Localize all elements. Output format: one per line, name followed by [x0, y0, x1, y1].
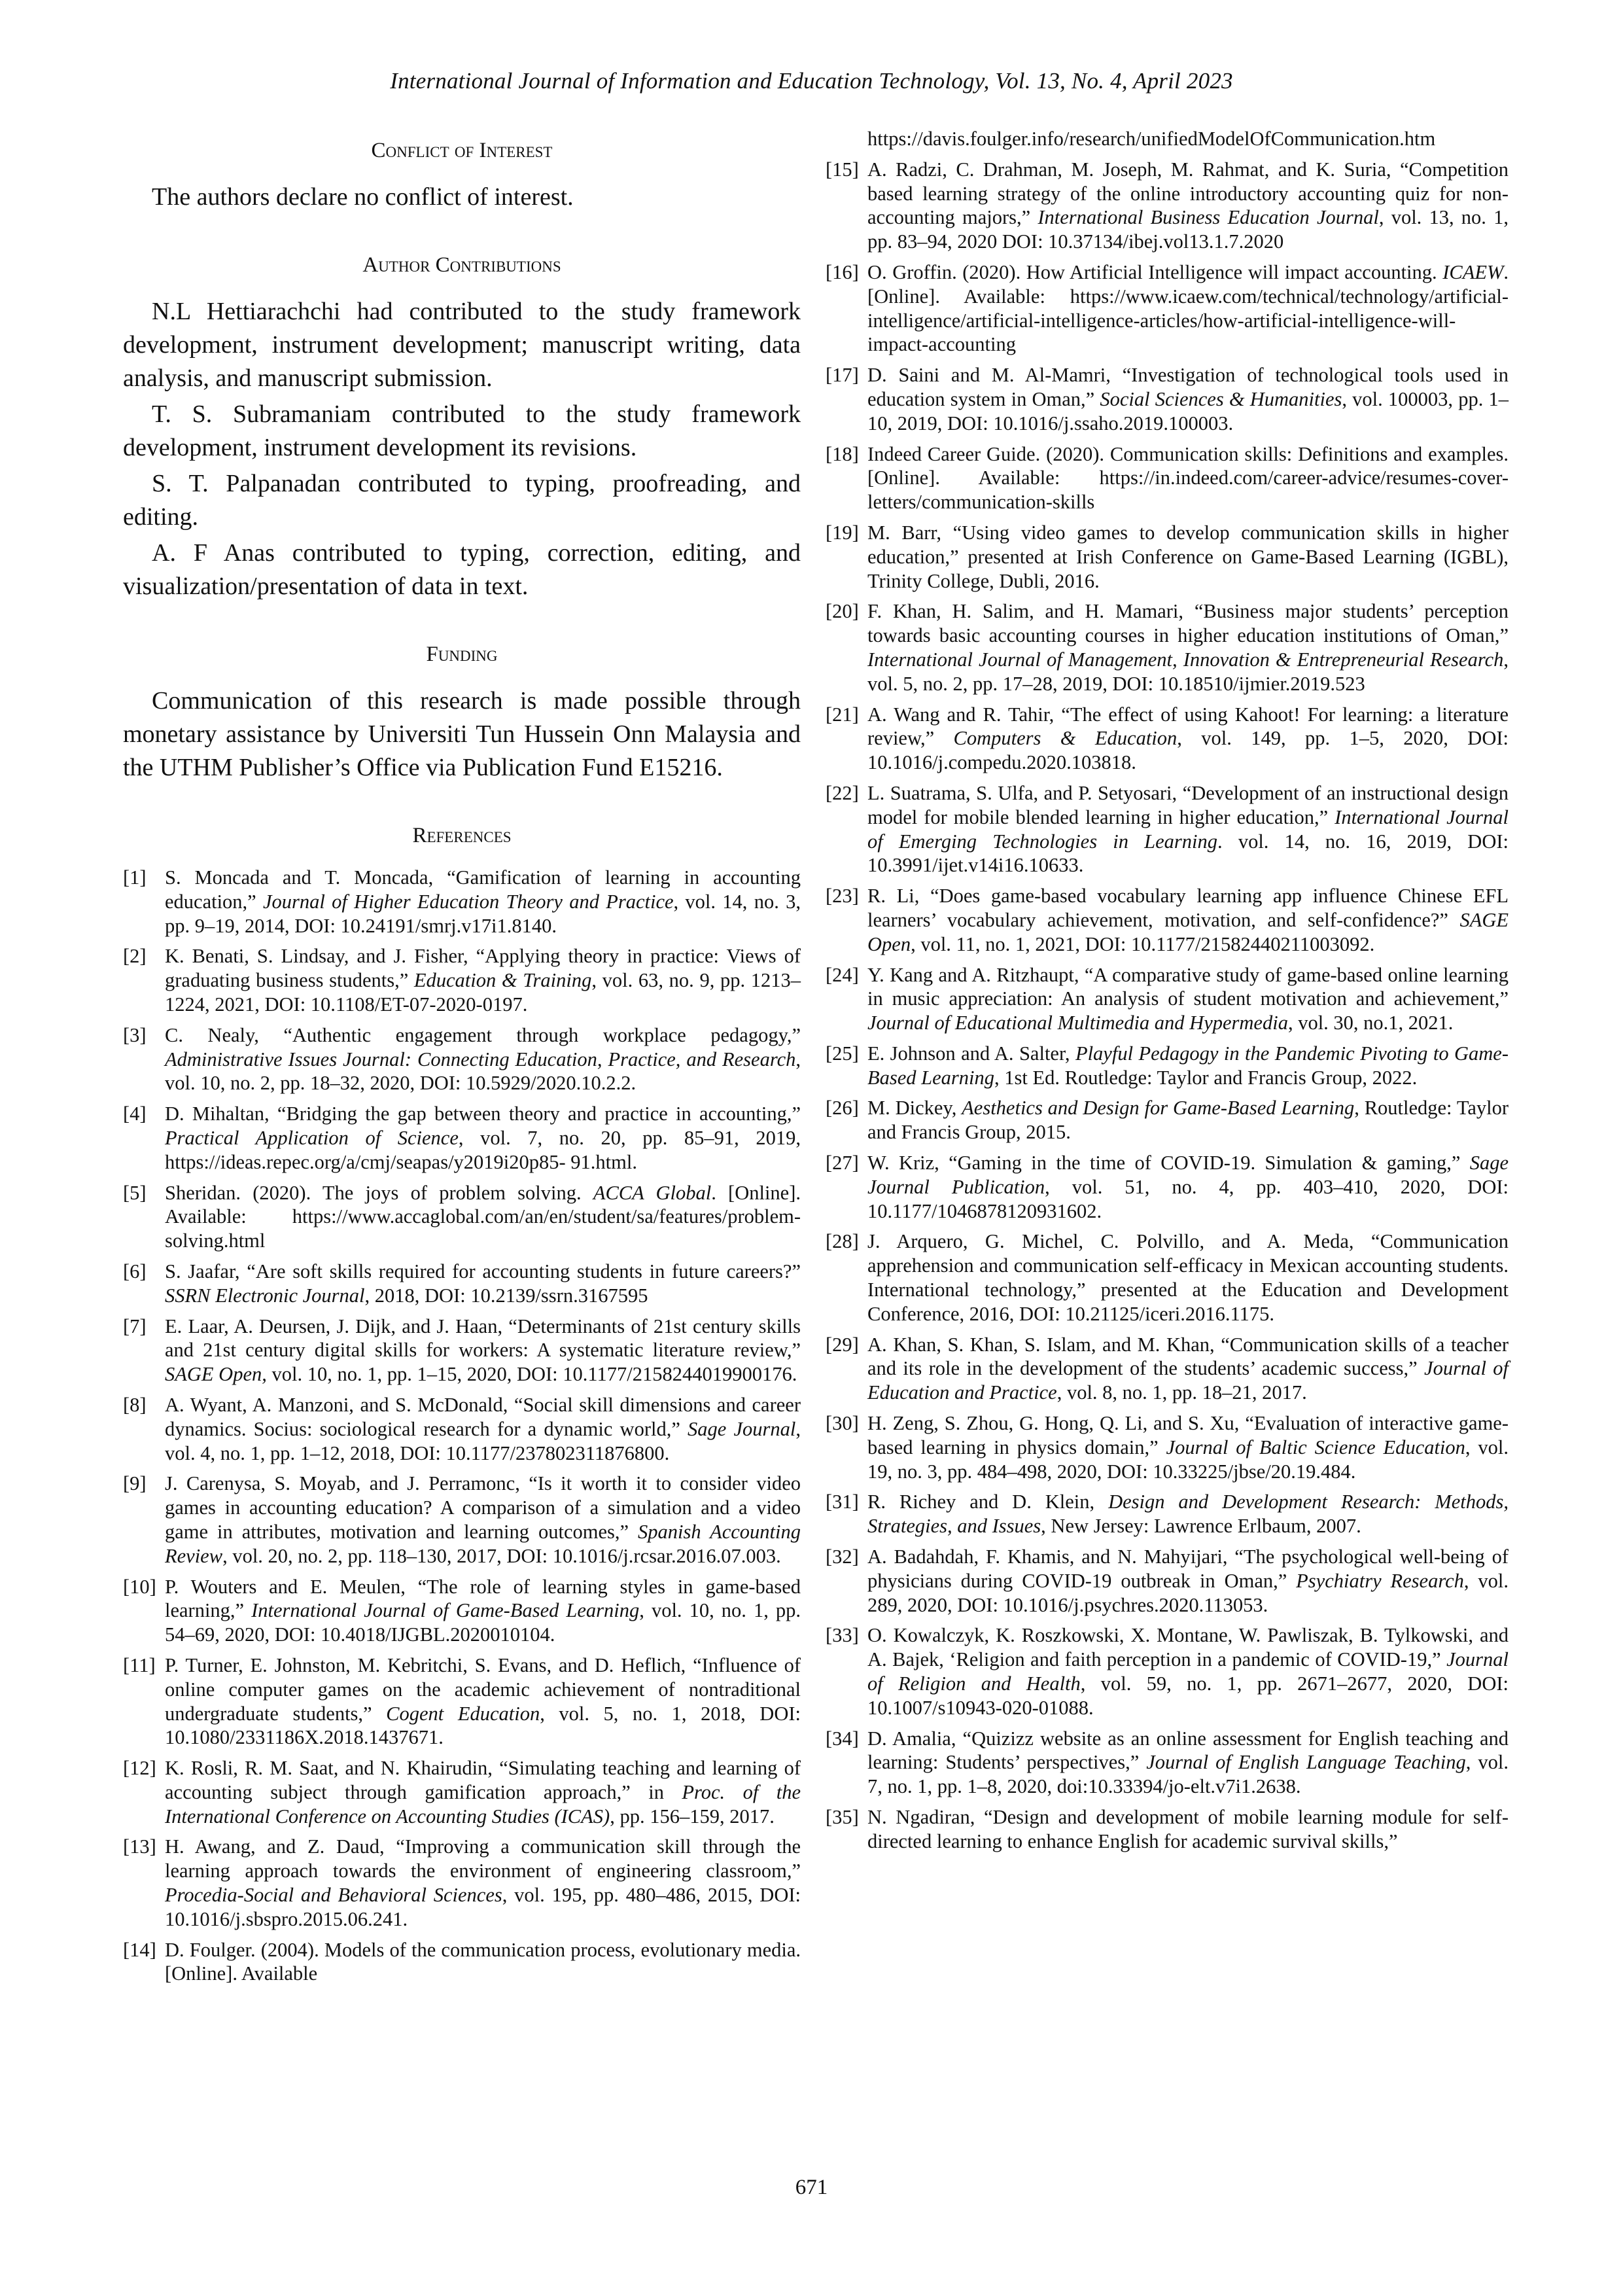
reference-source-title: Social Sciences & Humanities	[1100, 387, 1342, 410]
reference-source-title: International Journal of Game-Based Learning	[251, 1599, 640, 1622]
reference-number: [19]	[826, 521, 859, 544]
reference-item	[826, 521, 1509, 593]
reference-item	[123, 866, 801, 938]
reference-text-part: J. Arquero, G. Michel, C. Polvillo, and A. Meda, “Communication apprehension and communication self-efficacy in Mexican accounting students. International technology,” presented at the Education and Development Conference, 2016, DOI: 10.21125/iceri.2016.1175.	[867, 1230, 1509, 1325]
conflict-heading: Conflict of Interest	[371, 139, 553, 162]
reference-text-part: , 2018, DOI: 10.2139/ssrn.3167595	[364, 1284, 648, 1307]
reference-text	[867, 1545, 1509, 1617]
funding-heading: Funding	[426, 643, 498, 666]
reference-item	[826, 363, 1509, 435]
reference-source-title: Sage Journal Publication	[867, 1152, 1509, 1198]
reference-text	[867, 1623, 1509, 1720]
reference-item	[123, 1393, 801, 1465]
reference-text	[165, 1181, 801, 1253]
reference-source-title: Procedia-Social and Behavioral Sciences	[165, 1884, 502, 1907]
reference-source-title: Sage Journal	[688, 1417, 796, 1440]
contribution-paragraph: T. S. Subramaniam contributed to the study framework development, instrument development its revisions.	[123, 400, 801, 461]
reference-item	[123, 1938, 801, 1987]
reference-text-part: A. Khan, S. Khan, S. Islam, and M. Khan, “Communication skills of a teacher and its role in the development of the students’ academic success,”	[867, 1333, 1509, 1380]
reference-text	[165, 1472, 801, 1568]
reference-text-part: . [Online]. Available: https://www.icaew.com/technical/technology/artificial-intelligence/artificial-intelligence-articles/how-artificial-intelligence-will-impact-accounting	[867, 260, 1509, 356]
reference-number: [30]	[826, 1412, 859, 1435]
reference-text-part: S. Moncada and T. Moncada, “Gamification of learning in accounting education,”	[165, 866, 801, 913]
reference-text-part: , vol. 10, no. 1, pp. 54–69, 2020, DOI: 10.4018/IJGBL.2020010104.	[165, 1599, 801, 1646]
reference-text-part: Indeed Career Guide. (2020). Communication skills: Definitions and examples. [Online]. Available: https://in.indeed.com/career-advice/resumes-cover-letters/communication-skills	[867, 442, 1509, 514]
reference-item	[123, 1472, 801, 1568]
reference-text-part: , vol. 10, no. 2, pp. 18–32, 2020, DOI: 10.5929/2020.10.2.2.	[165, 1048, 801, 1095]
reference-number: [18]	[826, 442, 859, 465]
reference-number: [11]	[123, 1653, 156, 1676]
references-list-left	[123, 866, 801, 1986]
reference-number: [13]	[123, 1835, 156, 1858]
reference-text	[867, 963, 1509, 1035]
reference-item	[826, 703, 1509, 775]
reference-item	[826, 1545, 1509, 1617]
reference-text-part: , vol. 149, pp. 1–5, 2020, DOI: 10.1016/j.compedu.2020.103818.	[867, 727, 1509, 774]
reference-text-part: , vol. 59, no. 1, pp. 2671–2677, 2020, DOI: 10.1007/s10943-020-01088.	[867, 1672, 1509, 1719]
reference-text-part: , vol. 51, no. 4, pp. 403–410, 2020, DOI: 10.1177/1046878120931602.	[867, 1175, 1509, 1222]
reference-text	[867, 1042, 1509, 1090]
reference-source-title: Practical Application of Science	[165, 1126, 459, 1149]
reference-14-url: https://davis.foulger.info/research/unifiedModelOfCommunication.htm	[867, 128, 1436, 150]
reference-source-title: Journal of Higher Education Theory and Practice	[263, 890, 674, 913]
reference-item	[123, 1575, 801, 1647]
reference-text-part: P. Turner, E. Johnston, M. Kebritchi, S. Evans, and D. Heflich, “Influence of online computer games on the academic achievement of nontraditional undergraduate students,”	[165, 1653, 801, 1725]
reference-text-part: , vol. 100003, pp. 1–10, 2019, DOI: 10.1016/j.ssaho.2019.100003.	[867, 387, 1509, 434]
reference-source-title: International Journal of Emerging Technologies in Learning	[867, 805, 1509, 853]
reference-text	[867, 1411, 1509, 1483]
reference-number: [17]	[826, 364, 859, 387]
reference-text-part: , vol. 5, no. 1, 2018, DOI: 10.1080/2331186X.2018.1437671.	[165, 1702, 801, 1749]
reference-text	[867, 442, 1509, 514]
reference-number: [12]	[123, 1757, 156, 1780]
reference-number: [23]	[826, 885, 859, 908]
reference-text-part: W. Kriz, “Gaming in the time of COVID-19. Simulation & gaming,”	[867, 1152, 1470, 1174]
reference-text-part: . [Online]. Available: https://www.accaglobal.com/an/en/student/sa/features/problem-solving.html	[165, 1181, 801, 1252]
reference-text	[165, 866, 801, 938]
reference-text-part: K. Rosli, R. M. Saat, and N. Khairudin, “Simulating teaching and learning of accounting subject through gamification approach,” in	[165, 1757, 801, 1803]
reference-text-part: J. Carenysa, S. Moyab, and J. Perramonc, “Is it worth it to consider video games in accounting education? A comparison of a simulation and a video game in attributes, motivation and learning outcomes,”	[165, 1472, 801, 1543]
reference-text	[867, 1333, 1509, 1405]
reference-item	[123, 1181, 801, 1253]
reference-text	[867, 1727, 1509, 1799]
reference-item	[826, 1490, 1509, 1538]
reference-item	[826, 963, 1509, 1035]
reference-number: [5]	[123, 1181, 147, 1204]
reference-text-part: K. Benati, S. Lindsay, and J. Fisher, “Applying theory in practice: Views of graduating business students,”	[165, 945, 801, 992]
reference-item	[826, 1623, 1509, 1720]
reference-source-title: Education & Training	[413, 969, 592, 992]
reference-text-part: Sheridan. (2020). The joys of problem solving.	[165, 1181, 593, 1204]
reference-text	[867, 1151, 1509, 1223]
reference-number: [24]	[826, 963, 859, 986]
reference-text-part: C. Nealy, “Authentic engagement through workplace pedagogy,”	[165, 1023, 801, 1046]
reference-source-title: Cogent Education	[386, 1702, 540, 1725]
reference-source-title: Spanish Accounting Review	[165, 1520, 801, 1567]
reference-item	[826, 599, 1509, 696]
reference-number: [7]	[123, 1315, 147, 1337]
reference-number: [25]	[826, 1042, 859, 1065]
reference-text-part: M. Dickey,	[867, 1097, 962, 1120]
reference-text	[165, 1315, 801, 1386]
reference-text	[165, 1102, 801, 1174]
reference-text-part: E. Laar, A. Deursen, J. Dijk, and J. Haan, “Determinants of 21st century skills and 21st century digital skills for workers: A systematic literature review,”	[165, 1315, 801, 1362]
reference-number: [15]	[826, 158, 859, 181]
reference-item	[826, 1096, 1509, 1144]
reference-text	[165, 1260, 801, 1308]
reference-source-title: International Journal of Management, Innovation & Entrepreneurial Research	[867, 648, 1504, 671]
reference-item	[826, 884, 1509, 956]
reference-item	[826, 442, 1509, 514]
reference-source-title: Administrative Issues Journal: Connecting Education, Practice, and Research	[165, 1048, 796, 1070]
reference-text-part: , vol. 11, no. 1, 2021, DOI: 10.1177/21582440211003092.	[911, 932, 1375, 955]
reference-text-part: , vol. 7, no. 20, pp. 85–91, 2019, https://ideas.repec.org/a/cmj/seapas/y2019i20p85- 91.html.	[165, 1126, 801, 1173]
page-number: 671	[795, 2176, 828, 2199]
reference-text-part: , vol. 14, no. 3, pp. 9–19, 2014, DOI: 10.24191/smrj.v17i1.8140.	[165, 890, 801, 937]
reference-text	[165, 944, 801, 1016]
reference-number: [3]	[123, 1023, 147, 1046]
reference-source-title: Computers & Education	[953, 727, 1178, 750]
reference-source-title: Journal of Education and Practice	[867, 1357, 1509, 1404]
reference-text-part: , vol. 8, no. 1, pp. 18–21, 2017.	[1056, 1381, 1307, 1404]
reference-text-part: M. Barr, “Using video games to develop communication skills in higher education,” presented at Irish Conference on Game-Based Learning (IGBL), Trinity College, Dubli, 2016.	[867, 521, 1509, 592]
reference-text-part: A. Wyant, A. Manzoni, and S. McDonald, “Social skill dimensions and career dynamics. Socius: sociological research for a dynamic world,”	[165, 1393, 801, 1440]
reference-text	[867, 521, 1509, 593]
reference-item	[826, 1229, 1509, 1326]
reference-text	[165, 1575, 801, 1647]
reference-text	[867, 260, 1509, 357]
reference-text-part: N. Ngadiran, “Design and development of mobile learning module for self-directed learning to enhance English for academic survival skills,”	[867, 1806, 1509, 1852]
reference-text-part: D. Mihaltan, “Bridging the gap between theory and practice in accounting,”	[165, 1103, 801, 1125]
reference-item	[826, 1727, 1509, 1799]
reference-item	[123, 1102, 801, 1174]
reference-source-title: Journal of Religion and Health	[867, 1648, 1509, 1695]
reference-source-title: ACCA Global	[593, 1181, 712, 1204]
funding-text: Communication of this research is made possible through monetary assistance by Universiti Tun Hussein Onn Malaysia and the UTHM Publisher’s Office via Publication Fund E15216.	[123, 687, 801, 781]
reference-text	[867, 1805, 1509, 1854]
reference-source-title: Journal of English Language Teaching	[1146, 1751, 1466, 1774]
reference-number: [29]	[826, 1333, 859, 1356]
reference-text	[165, 1756, 801, 1828]
reference-text-part: vol. 10, no. 1, pp. 1–15, 2020, DOI: 10.1177/2158244019900176.	[266, 1363, 797, 1386]
reference-item	[826, 260, 1509, 357]
reference-text	[165, 1938, 801, 1987]
reference-text-part: , New Jersey: Lawrence Erlbaum, 2007.	[1041, 1515, 1361, 1538]
reference-text	[867, 781, 1509, 877]
reference-text-part: D. Foulger. (2004). Models of the communication process, evolutionary media. [Online]. Available	[165, 1938, 801, 1985]
reference-text-part: P. Wouters and E. Meulen, “The role of learning styles in game-based learning,”	[165, 1575, 801, 1622]
reference-text-part: S. Jaafar, “Are soft skills required for accounting students in future careers?”	[165, 1260, 801, 1282]
reference-text-part: , vol. 4, no. 1, pp. 1–12, 2018, DOI: 10.1177/237802311876800.	[165, 1417, 801, 1464]
reference-source-title: Psychiatry Research	[1296, 1569, 1464, 1592]
reference-text-part: D. Amalia, “Quizizz website as an online assessment for English teaching and learning: Students’ perspectives,”	[867, 1727, 1509, 1774]
reference-item	[123, 1653, 801, 1750]
reference-text-part: , vol. 30, no.1, 2021.	[1287, 1012, 1454, 1034]
reference-item	[826, 1151, 1509, 1223]
reference-text-part: , vol. 7, no. 1, pp. 1–8, 2020, doi:10.33394/jo-elt.v7i1.2638.	[867, 1751, 1509, 1798]
references-list-right	[826, 158, 1509, 1854]
reference-text-part: , vol. 5, no. 2, pp. 17–28, 2019, DOI: 10.18510/ijmier.2019.523	[867, 648, 1509, 695]
reference-text	[867, 599, 1509, 696]
reference-item	[123, 1315, 801, 1386]
reference-text	[867, 1490, 1509, 1538]
reference-text-part: D. Saini and M. Al-Mamri, “Investigation of technological tools used in education system in Oman,”	[867, 364, 1509, 410]
reference-source-title: Aesthetics and Design for Game-Based Learning	[962, 1097, 1355, 1120]
reference-number: [35]	[826, 1806, 859, 1828]
reference-number: [26]	[826, 1097, 859, 1120]
reference-source-title: Journal of Baltic Science Education	[1166, 1436, 1465, 1458]
reference-text-part: A. Wang and R. Tahir, “The effect of using Kahoot! For learning: a literature review,”	[867, 703, 1509, 750]
reference-source-title: Proc. of the International Conference on Accounting Studies (ICAS)	[165, 1780, 801, 1828]
reference-number: [14]	[123, 1938, 156, 1961]
reference-text	[165, 1835, 801, 1931]
reference-number: [31]	[826, 1491, 859, 1513]
reference-text	[165, 1023, 801, 1095]
reference-text-part: , pp. 156–159, 2017.	[610, 1805, 775, 1828]
reference-item	[826, 1411, 1509, 1483]
reference-number: [34]	[826, 1727, 859, 1750]
reference-number: [4]	[123, 1103, 147, 1125]
reference-number: [28]	[826, 1230, 859, 1253]
reference-text-part: H. Awang, and Z. Daud, “Improving a communication skill through the learning approach towards the environment of engineering classroom,”	[165, 1835, 801, 1882]
reference-text-part: , vol. 19, no. 3, pp. 484–498, 2020, DOI: 10.33225/jbse/20.19.484.	[867, 1436, 1509, 1483]
reference-text-part: O. Groffin. (2020). How Artificial Intelligence will impact accounting.	[867, 260, 1443, 283]
reference-text	[165, 1653, 801, 1750]
reference-text-part: , 1st Ed. Routledge: Taylor and Francis Group, 2022.	[994, 1066, 1418, 1089]
reference-text	[867, 158, 1509, 254]
reference-text-part: R. Richey and D. Klein,	[867, 1491, 1109, 1513]
reference-number: [8]	[123, 1393, 147, 1416]
reference-source-title: SAGE Open	[867, 908, 1509, 955]
contribution-paragraph: N.L Hettiarachchi had contributed to the study framework development, instrument development; manuscript writing, data analysis, and manuscript submission.	[123, 298, 801, 392]
conflict-text: The authors declare no conflict of interest.	[152, 183, 574, 211]
reference-text-part: , vol. 13, no. 1, pp. 83–94, 2020 DOI: 10.37134/ibej.vol13.1.7.2020	[867, 206, 1509, 253]
reference-item	[826, 1333, 1509, 1405]
reference-text-part: , vol. 20, no. 2, pp. 118–130, 2017, DOI: 10.1016/j.rcsar.2016.07.003.	[222, 1544, 781, 1567]
reference-number: [20]	[826, 600, 859, 623]
reference-text-part: Y. Kang and A. Ritzhaupt, “A comparative study of game-based online learning in music appreciation: An analysis of student motivation and achievement,”	[867, 963, 1509, 1010]
left-column	[123, 130, 801, 1992]
reference-number: [6]	[123, 1260, 147, 1282]
reference-text-part: , vol. 63, no. 9, pp. 1213–1224, 2021, DOI: 10.1108/ET-07-2020-0197.	[165, 969, 801, 1016]
reference-item	[123, 1260, 801, 1308]
reference-text-part: A. Radzi, C. Drahman, M. Joseph, M. Rahmat, and K. Suria, “Competition based learning strategy of the online introductory accounting quiz for non-accounting majors,”	[867, 158, 1509, 229]
reference-text-part: , vol. 289, 2020, DOI: 10.1016/j.psychres.2020.113053.	[867, 1569, 1509, 1616]
reference-source-title: Design and Development Research: Methods, Strategies, and Issues	[867, 1491, 1509, 1538]
reference-text	[867, 1229, 1509, 1326]
reference-text	[165, 1393, 801, 1465]
reference-source-title: SAGE Open,	[165, 1363, 267, 1386]
reference-source-title: Playful Pedagogy in the Pandemic Pivoting to Game-Based Learning	[867, 1042, 1509, 1089]
reference-text-part: H. Zeng, S. Zhou, G. Hong, Q. Li, and S. Xu, “Evaluation of interactive game-based learning in physics domain,”	[867, 1412, 1509, 1458]
reference-source-title: SSRN Electronic Journal	[165, 1284, 365, 1307]
right-column	[826, 130, 1509, 1860]
reference-text-part: F. Khan, H. Salim, and H. Mamari, “Business major students’ perception towards basic accounting courses in higher education institutions of Oman,”	[867, 600, 1509, 647]
reference-text	[867, 703, 1509, 775]
reference-number: [10]	[123, 1575, 156, 1598]
reference-source-title: Journal of Educational Multimedia and Hypermedia	[867, 1012, 1288, 1034]
reference-text-part: O. Kowalczyk, K. Roszkowski, X. Montane, W. Pawliszak, B. Tylkowski, and A. Bajek, ‘Religion and faith perception in a pandemic of COVID-19,”	[867, 1624, 1509, 1671]
reference-text-part: E. Johnson and A. Salter,	[867, 1042, 1075, 1065]
reference-text	[867, 1096, 1509, 1144]
reference-text	[867, 363, 1509, 435]
reference-text-part: A. Badahdah, F. Khamis, and N. Mahyijari, “The psychological well-being of physicians during COVID-19 outbreak in Oman,”	[867, 1545, 1509, 1592]
contributions-heading: Author Contributions	[362, 253, 561, 277]
reference-item	[826, 1805, 1509, 1854]
contribution-paragraph: S. T. Palpanadan contributed to typing, proofreading, and editing.	[123, 470, 801, 531]
reference-number: [16]	[826, 260, 859, 283]
reference-number: [1]	[123, 866, 147, 889]
reference-item	[123, 1756, 801, 1828]
reference-number: [32]	[826, 1545, 859, 1568]
reference-text	[867, 884, 1509, 956]
reference-number: [27]	[826, 1152, 859, 1174]
reference-item	[826, 158, 1509, 254]
reference-text-part: , vol. 195, pp. 480–486, 2015, DOI: 10.1016/j.sbspro.2015.06.241.	[165, 1884, 801, 1930]
reference-item	[123, 1835, 801, 1931]
reference-number: [9]	[123, 1472, 147, 1495]
reference-number: [21]	[826, 703, 859, 726]
reference-source-title: ICAEW	[1442, 260, 1504, 283]
reference-text-part: , Routledge: Taylor and Francis Group, 2015.	[867, 1097, 1509, 1144]
reference-item	[826, 781, 1509, 877]
reference-number: [2]	[123, 945, 147, 968]
reference-text-part: . vol. 14, no. 16, 2019, DOI: 10.3991/ijet.v14i16.10633.	[867, 830, 1509, 877]
reference-source-title: International Business Education Journal	[1038, 206, 1379, 229]
contribution-paragraph: A. F Anas contributed to typing, correction, editing, and visualization/presentation of data in text.	[123, 539, 801, 600]
reference-item	[123, 1023, 801, 1095]
running-head: International Journal of Information and Education Technology, Vol. 13, No. 4, April 2023	[390, 68, 1233, 94]
reference-text-part: L. Suatrama, S. Ulfa, and P. Setyosari, “Development of an instructional design model for mobile blended learning in higher education,”	[867, 781, 1509, 828]
reference-text-part: R. Li, “Does game-based vocabulary learning app influence Chinese EFL learners’ vocabulary achievement, motivation, and self-confidence?”	[867, 885, 1509, 931]
references-heading: References	[412, 824, 512, 847]
reference-number: [33]	[826, 1624, 859, 1647]
reference-number: [22]	[826, 781, 859, 804]
reference-item	[123, 944, 801, 1016]
reference-item	[826, 1042, 1509, 1090]
